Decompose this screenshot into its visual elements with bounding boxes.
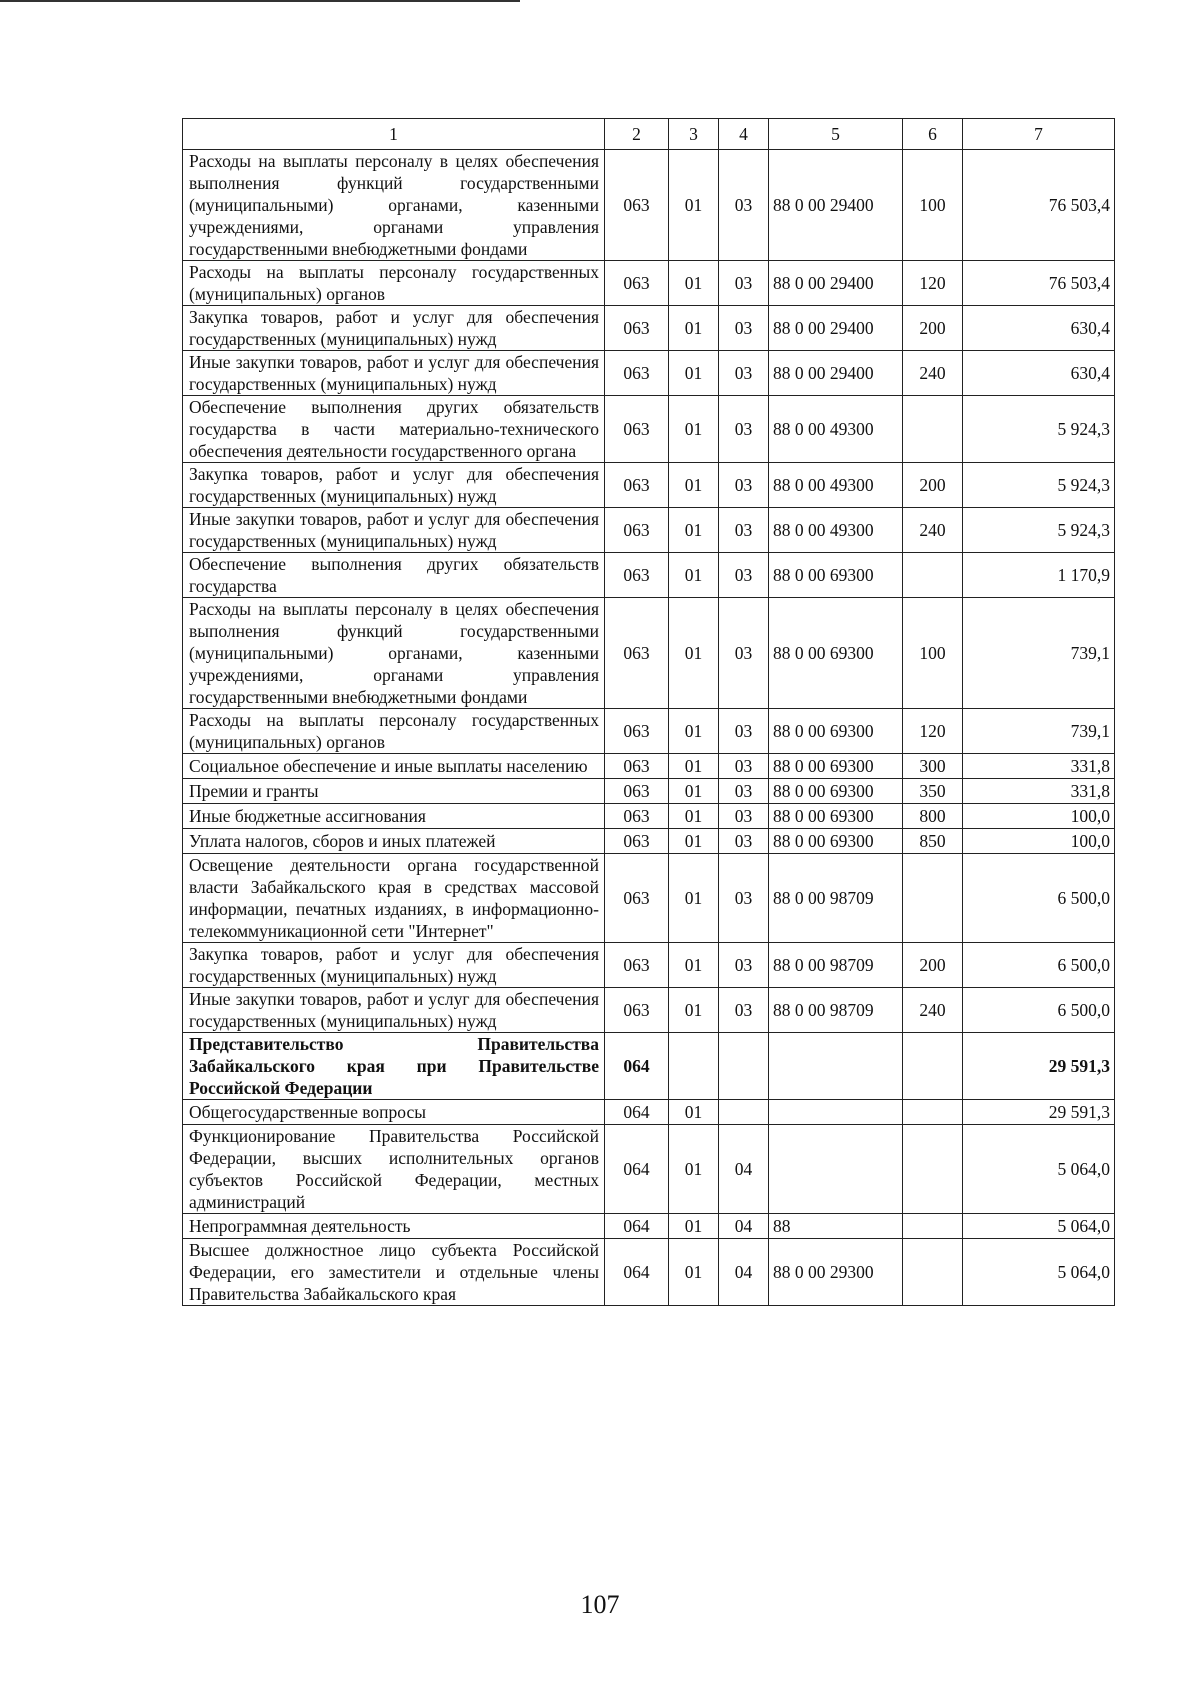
cell-ministry-code: 064 <box>605 1214 669 1239</box>
cell-target-article: 88 0 00 69300 <box>769 779 903 804</box>
cell-description: Непрограммная деятельность <box>183 1214 605 1239</box>
cell-description: Расходы на выплаты персоналу в целях обеспечения выполнения функций государственными (муниципальными) органами, казенными учреждениями, органами управления государственными внебюджетными фондами <box>183 150 605 261</box>
cell-expense-type <box>903 1239 963 1306</box>
cell-amount: 76 503,4 <box>963 261 1115 306</box>
cell-section: 01 <box>669 306 719 351</box>
cell-expense-type: 800 <box>903 804 963 829</box>
cell-amount: 1 170,9 <box>963 553 1115 598</box>
cell-target-article: 88 0 00 69300 <box>769 598 903 709</box>
cell-ministry-code: 063 <box>605 150 669 261</box>
table-row <box>183 306 1115 351</box>
cell-ministry-code: 063 <box>605 854 669 943</box>
cell-subsection: 03 <box>719 150 769 261</box>
cell-description: Социальное обеспечение и иные выплаты населению <box>183 754 605 779</box>
cell-ministry-code: 063 <box>605 779 669 804</box>
cell-description: Общегосударственные вопросы <box>183 1100 605 1125</box>
cell-ministry-code: 064 <box>605 1033 669 1100</box>
header-col-4: 4 <box>719 119 769 150</box>
cell-expense-type: 200 <box>903 943 963 988</box>
table-row <box>183 854 1115 943</box>
cell-description: Премии и гранты <box>183 779 605 804</box>
cell-description: Обеспечение выполнения других обязательств государства <box>183 553 605 598</box>
cell-target-article <box>769 1125 903 1214</box>
table-row <box>183 598 1115 709</box>
budget-table-wrapper <box>182 118 1114 1306</box>
cell-subsection: 03 <box>719 598 769 709</box>
cell-section: 01 <box>669 988 719 1033</box>
cell-subsection: 03 <box>719 854 769 943</box>
cell-expense-type <box>903 1125 963 1214</box>
cell-description: Расходы на выплаты персоналу в целях обеспечения выполнения функций государственными (муниципальными) органами, казенными учреждениями, органами управления государственными внебюджетными фондами <box>183 598 605 709</box>
cell-description: Иные закупки товаров, работ и услуг для обеспечения государственных (муниципальных) нужд <box>183 508 605 553</box>
cell-description: Уплата налогов, сборов и иных платежей <box>183 829 605 854</box>
table-row <box>183 829 1115 854</box>
cell-subsection: 03 <box>719 508 769 553</box>
cell-section: 01 <box>669 261 719 306</box>
cell-amount: 29 591,3 <box>963 1033 1115 1100</box>
table-row <box>183 508 1115 553</box>
cell-ministry-code: 063 <box>605 988 669 1033</box>
column-number-header <box>183 119 1115 150</box>
table-row <box>183 754 1115 779</box>
cell-amount: 5 924,3 <box>963 463 1115 508</box>
cell-amount: 5 924,3 <box>963 508 1115 553</box>
cell-section: 01 <box>669 1100 719 1125</box>
cell-ministry-code: 063 <box>605 508 669 553</box>
cell-amount: 331,8 <box>963 779 1115 804</box>
cell-expense-type: 100 <box>903 150 963 261</box>
cell-section: 01 <box>669 829 719 854</box>
cell-subsection: 03 <box>719 396 769 463</box>
cell-expense-type <box>903 1214 963 1239</box>
cell-target-article: 88 0 00 29300 <box>769 1239 903 1306</box>
cell-description: Функционирование Правительства Российской Федерации, высших исполнительных органов субъектов Российской Федерации, местных администраций <box>183 1125 605 1214</box>
cell-ministry-code: 063 <box>605 943 669 988</box>
cell-description: Обеспечение выполнения других обязательств государства в части материально-технического обеспечения деятельности государственного органа <box>183 396 605 463</box>
cell-ministry-code: 063 <box>605 598 669 709</box>
cell-expense-type: 200 <box>903 463 963 508</box>
table-row <box>183 261 1115 306</box>
cell-ministry-code: 064 <box>605 1125 669 1214</box>
table-row <box>183 804 1115 829</box>
cell-expense-type <box>903 1100 963 1125</box>
cell-target-article: 88 0 00 49300 <box>769 508 903 553</box>
cell-description: Закупка товаров, работ и услуг для обеспечения государственных (муниципальных) нужд <box>183 943 605 988</box>
cell-subsection: 04 <box>719 1239 769 1306</box>
cell-amount: 331,8 <box>963 754 1115 779</box>
cell-ministry-code: 063 <box>605 306 669 351</box>
cell-expense-type: 240 <box>903 351 963 396</box>
cell-amount: 6 500,0 <box>963 943 1115 988</box>
cell-section: 01 <box>669 508 719 553</box>
cell-expense-type: 200 <box>903 306 963 351</box>
cell-description: Расходы на выплаты персоналу государственных (муниципальных) органов <box>183 709 605 754</box>
table-row <box>183 351 1115 396</box>
cell-subsection: 03 <box>719 754 769 779</box>
cell-subsection: 03 <box>719 779 769 804</box>
cell-expense-type <box>903 553 963 598</box>
page-number: 107 <box>580 1590 620 1619</box>
cell-subsection: 03 <box>719 306 769 351</box>
cell-section: 01 <box>669 351 719 396</box>
cell-description: Освещение деятельности органа государственной власти Забайкальского края в средствах массовой информации, печатных изданиях, в информационно-телекоммуникационной сети "Интернет" <box>183 854 605 943</box>
top-rule <box>0 0 520 2</box>
table-row <box>183 150 1115 261</box>
cell-target-article <box>769 1033 903 1100</box>
cell-expense-type: 300 <box>903 754 963 779</box>
table-row <box>183 553 1115 598</box>
cell-target-article: 88 0 00 98709 <box>769 854 903 943</box>
cell-section: 01 <box>669 463 719 508</box>
cell-expense-type: 240 <box>903 988 963 1033</box>
table-row <box>183 1239 1115 1306</box>
cell-target-article: 88 0 00 69300 <box>769 804 903 829</box>
cell-amount: 6 500,0 <box>963 988 1115 1033</box>
cell-ministry-code: 063 <box>605 709 669 754</box>
cell-section: 01 <box>669 396 719 463</box>
cell-expense-type <box>903 854 963 943</box>
cell-section: 01 <box>669 598 719 709</box>
header-col-5: 5 <box>769 119 903 150</box>
cell-section: 01 <box>669 553 719 598</box>
table-row <box>183 1125 1115 1214</box>
cell-target-article: 88 0 00 49300 <box>769 396 903 463</box>
budget-table <box>182 118 1115 1306</box>
cell-ministry-code: 063 <box>605 261 669 306</box>
cell-description: Расходы на выплаты персоналу государственных (муниципальных) органов <box>183 261 605 306</box>
cell-section: 01 <box>669 804 719 829</box>
cell-description: Представительство Правительства Забайкальского края при Правительстве Российской Федерации <box>183 1033 605 1100</box>
cell-description: Высшее должностное лицо субъекта Российской Федерации, его заместители и отдельные члены Правительства Забайкальского края <box>183 1239 605 1306</box>
cell-amount: 6 500,0 <box>963 854 1115 943</box>
cell-subsection: 03 <box>719 351 769 396</box>
cell-subsection: 03 <box>719 829 769 854</box>
cell-section: 01 <box>669 943 719 988</box>
cell-subsection: 04 <box>719 1214 769 1239</box>
cell-amount: 29 591,3 <box>963 1100 1115 1125</box>
cell-expense-type: 120 <box>903 709 963 754</box>
cell-subsection: 03 <box>719 463 769 508</box>
table-row <box>183 943 1115 988</box>
cell-target-article: 88 0 00 98709 <box>769 988 903 1033</box>
table-row <box>183 463 1115 508</box>
cell-target-article: 88 0 00 49300 <box>769 463 903 508</box>
cell-section: 01 <box>669 1239 719 1306</box>
cell-subsection <box>719 1100 769 1125</box>
cell-subsection: 03 <box>719 261 769 306</box>
header-col-6: 6 <box>903 119 963 150</box>
cell-section <box>669 1033 719 1100</box>
cell-description: Закупка товаров, работ и услуг для обеспечения государственных (муниципальных) нужд <box>183 306 605 351</box>
cell-target-article <box>769 1100 903 1125</box>
table-row <box>183 709 1115 754</box>
cell-section: 01 <box>669 854 719 943</box>
cell-ministry-code: 064 <box>605 1239 669 1306</box>
cell-amount: 630,4 <box>963 306 1115 351</box>
cell-section: 01 <box>669 779 719 804</box>
cell-description: Иные бюджетные ассигнования <box>183 804 605 829</box>
cell-target-article: 88 0 00 69300 <box>769 553 903 598</box>
cell-target-article: 88 0 00 98709 <box>769 943 903 988</box>
cell-section: 01 <box>669 1214 719 1239</box>
cell-amount: 739,1 <box>963 709 1115 754</box>
cell-amount: 100,0 <box>963 804 1115 829</box>
cell-section: 01 <box>669 709 719 754</box>
table-row <box>183 396 1115 463</box>
cell-expense-type: 120 <box>903 261 963 306</box>
cell-target-article: 88 <box>769 1214 903 1239</box>
cell-subsection: 03 <box>719 988 769 1033</box>
cell-amount: 5 924,3 <box>963 396 1115 463</box>
table-row <box>183 1100 1115 1125</box>
cell-amount: 100,0 <box>963 829 1115 854</box>
cell-subsection: 04 <box>719 1125 769 1214</box>
cell-expense-type: 100 <box>903 598 963 709</box>
header-col-1: 1 <box>183 119 605 150</box>
cell-section: 01 <box>669 754 719 779</box>
cell-description: Закупка товаров, работ и услуг для обеспечения государственных (муниципальных) нужд <box>183 463 605 508</box>
header-col-3: 3 <box>669 119 719 150</box>
cell-ministry-code: 064 <box>605 1100 669 1125</box>
cell-ministry-code: 063 <box>605 396 669 463</box>
header-col-2: 2 <box>605 119 669 150</box>
cell-target-article: 88 0 00 69300 <box>769 709 903 754</box>
cell-ministry-code: 063 <box>605 754 669 779</box>
cell-expense-type: 350 <box>903 779 963 804</box>
cell-ministry-code: 063 <box>605 463 669 508</box>
table-row <box>183 1214 1115 1239</box>
table-row <box>183 1033 1115 1100</box>
cell-ministry-code: 063 <box>605 553 669 598</box>
cell-expense-type <box>903 1033 963 1100</box>
cell-amount: 5 064,0 <box>963 1214 1115 1239</box>
cell-target-article: 88 0 00 69300 <box>769 754 903 779</box>
table-row <box>183 988 1115 1033</box>
cell-ministry-code: 063 <box>605 829 669 854</box>
table-body <box>183 150 1115 1306</box>
cell-target-article: 88 0 00 69300 <box>769 829 903 854</box>
cell-amount: 5 064,0 <box>963 1239 1115 1306</box>
cell-expense-type: 240 <box>903 508 963 553</box>
cell-section: 01 <box>669 1125 719 1214</box>
cell-ministry-code: 063 <box>605 804 669 829</box>
cell-amount: 630,4 <box>963 351 1115 396</box>
cell-subsection <box>719 1033 769 1100</box>
cell-section: 01 <box>669 150 719 261</box>
cell-subsection: 03 <box>719 804 769 829</box>
cell-target-article: 88 0 00 29400 <box>769 351 903 396</box>
cell-target-article: 88 0 00 29400 <box>769 150 903 261</box>
cell-expense-type <box>903 396 963 463</box>
cell-amount: 5 064,0 <box>963 1125 1115 1214</box>
table-row <box>183 779 1115 804</box>
header-col-7: 7 <box>963 119 1115 150</box>
cell-description: Иные закупки товаров, работ и услуг для обеспечения государственных (муниципальных) нужд <box>183 351 605 396</box>
cell-subsection: 03 <box>719 943 769 988</box>
cell-expense-type: 850 <box>903 829 963 854</box>
cell-amount: 739,1 <box>963 598 1115 709</box>
cell-subsection: 03 <box>719 553 769 598</box>
cell-subsection: 03 <box>719 709 769 754</box>
cell-target-article: 88 0 00 29400 <box>769 306 903 351</box>
cell-description: Иные закупки товаров, работ и услуг для обеспечения государственных (муниципальных) нужд <box>183 988 605 1033</box>
cell-target-article: 88 0 00 29400 <box>769 261 903 306</box>
cell-ministry-code: 063 <box>605 351 669 396</box>
cell-amount: 76 503,4 <box>963 150 1115 261</box>
